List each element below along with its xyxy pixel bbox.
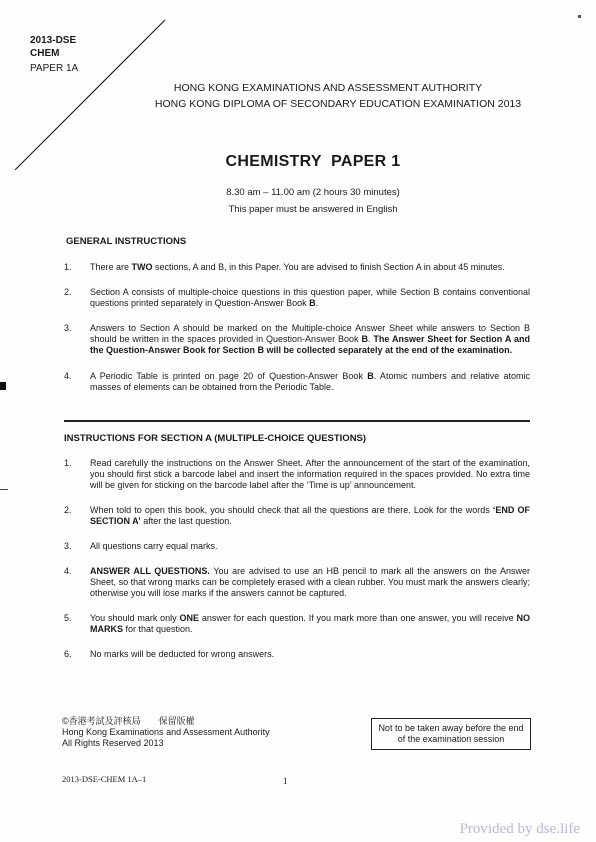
instruction-number: 2.: [64, 505, 72, 515]
instruction-item: [64, 371, 530, 393]
paper-title: CHEMISTRY PAPER 1: [225, 153, 401, 170]
instruction-number: 3.: [64, 323, 72, 333]
instruction-emphasis: B: [309, 298, 316, 308]
instruction-text: [90, 323, 530, 356]
instruction-number: 2.: [64, 287, 72, 297]
paper-code-block: [30, 34, 78, 75]
exam-code: 2013-DSE: [30, 35, 77, 46]
paper-label: PAPER 1A: [30, 63, 79, 74]
instruction-fragment: Answers to Section A should be marked on the Multiple-choice Answer Sheet while answers to Section B should be written in the spaces provided in Question-Answer Book: [90, 323, 530, 344]
instruction-item: [64, 323, 530, 356]
instruction-fragment: All questions carry equal marks.: [90, 541, 218, 551]
instruction-emphasis: The Answer Sheet for Section A and the Question-Answer Book for Section B will be collected separately at the end of the examination.: [90, 334, 530, 355]
instruction-fragment: You should mark only: [90, 613, 180, 623]
instruction-emphasis: ‘END OF SECTION A’: [90, 505, 530, 526]
instruction-emphasis: B: [361, 334, 368, 344]
instruction-item: [64, 458, 530, 491]
section-divider: [64, 420, 530, 422]
instruction-fragment: after the last question.: [140, 516, 232, 526]
instruction-emphasis: TWO: [131, 262, 153, 272]
footer-code: 2013-DSE-CHEM 1A–1: [62, 774, 147, 784]
instruction-text: [90, 541, 530, 552]
general-instructions-heading: GENERAL INSTRUCTIONS: [66, 236, 187, 247]
instruction-fragment: Read carefully the instructions on the Answer Sheet. After the announcement of the start of the examination, you should first stick a barcode label and insert the information required in the spaces provided. No extra time will be given for sticking on the barcode label after the ‘Time is up’ announcement.: [90, 458, 530, 490]
instruction-item: [64, 262, 530, 273]
exam-time: 8.30 am – 11.00 am (2 hours 30 minutes): [226, 187, 400, 198]
instruction-number: 3.: [64, 541, 72, 551]
subject-code: CHEM: [30, 48, 60, 59]
scan-mark-left: [0, 382, 6, 390]
instruction-item: [64, 566, 530, 599]
instruction-fragment: No marks will be deducted for wrong answers.: [90, 649, 275, 659]
exam-name: HONG KONG DIPLOMA OF SECONDARY EDUCATION EXAMINATION 2013: [154, 98, 522, 110]
authority-name: HONG KONG EXAMINATIONS AND ASSESSMENT AUTHORITY: [173, 82, 483, 94]
instruction-fragment: When told to open this book, you should check that all the questions are there. Look for the words: [90, 505, 493, 515]
instruction-text: [90, 649, 530, 660]
instruction-emphasis: B: [367, 371, 374, 381]
instruction-text: [90, 613, 530, 635]
instruction-fragment: There are: [90, 262, 132, 272]
section-a-instructions-list: [64, 458, 530, 660]
time-info: [0, 184, 596, 218]
copyright-english: Hong Kong Examinations and Assessment Authority: [62, 727, 270, 737]
instruction-number: 6.: [64, 649, 72, 659]
general-instructions-list: [64, 262, 530, 393]
section-a-heading: INSTRUCTIONS FOR SECTION A (MULTIPLE-CHOICE QUESTIONS): [64, 433, 367, 444]
watermark-text: Provided by dse.life: [459, 821, 580, 837]
authority-header: [0, 80, 596, 112]
language-note: This paper must be answered in English: [228, 204, 398, 215]
copyright-block: [62, 716, 270, 749]
instruction-number: 1.: [64, 458, 72, 468]
copyright-rights: All Rights Reserved 2013: [62, 738, 164, 748]
instruction-text: [90, 287, 530, 309]
instruction-text: [90, 371, 530, 393]
scan-dot: [578, 15, 581, 18]
instruction-fragment: You are advised to use an HB pencil to mark all the answers on the Answer Sheet, so that wrong marks can be completely erased with a clean rubber. You must mark the answers clearly; otherwise you will lose marks if the answers cannot be captured.: [90, 566, 530, 598]
instruction-text: [90, 458, 530, 491]
instruction-number: 4.: [64, 371, 72, 381]
instruction-emphasis: NO MARKS: [90, 613, 530, 634]
not-to-be-taken-notice: Not to be taken away before the end of the examination session: [371, 718, 531, 750]
instruction-fragment: .: [367, 334, 374, 344]
instruction-fragment: sections, A and B, in this Paper. You are advised to finish Section A in about 45 minutes.: [152, 262, 505, 272]
instruction-fragment: answer for each question. If you mark more than one answer, you will receive: [199, 613, 517, 623]
instruction-fragment: for that question.: [123, 624, 193, 634]
instruction-text: [90, 262, 530, 273]
scan-mark-line: [0, 489, 8, 490]
instruction-emphasis: ANSWER ALL QUESTIONS.: [90, 566, 210, 576]
instruction-item: [64, 541, 530, 552]
page-number: 1: [283, 776, 288, 786]
instruction-fragment: .: [315, 298, 319, 308]
instruction-item: [64, 287, 530, 309]
instruction-item: [64, 505, 530, 527]
instruction-number: 5.: [64, 613, 72, 623]
instruction-text: [90, 505, 530, 527]
instruction-text: [90, 566, 530, 599]
instruction-fragment: A Periodic Table is printed on page 20 of Question-Answer Book: [90, 371, 368, 381]
instruction-number: 4.: [64, 566, 72, 576]
instruction-fragment: Section A consists of multiple-choice questions in this question paper, while Section B contains conventional questions printed separately in Question-Answer Book: [90, 287, 530, 308]
instruction-emphasis: ONE: [179, 613, 200, 623]
instruction-item: [64, 613, 530, 635]
instruction-fragment: . Atomic numbers and relative atomic masses of elements can be obtained from the Periodic Table.: [90, 371, 530, 392]
instruction-item: [64, 649, 530, 660]
copyright-chinese: ©香港考試及評核局 保留版權: [62, 716, 195, 726]
instruction-number: 1.: [64, 262, 72, 272]
